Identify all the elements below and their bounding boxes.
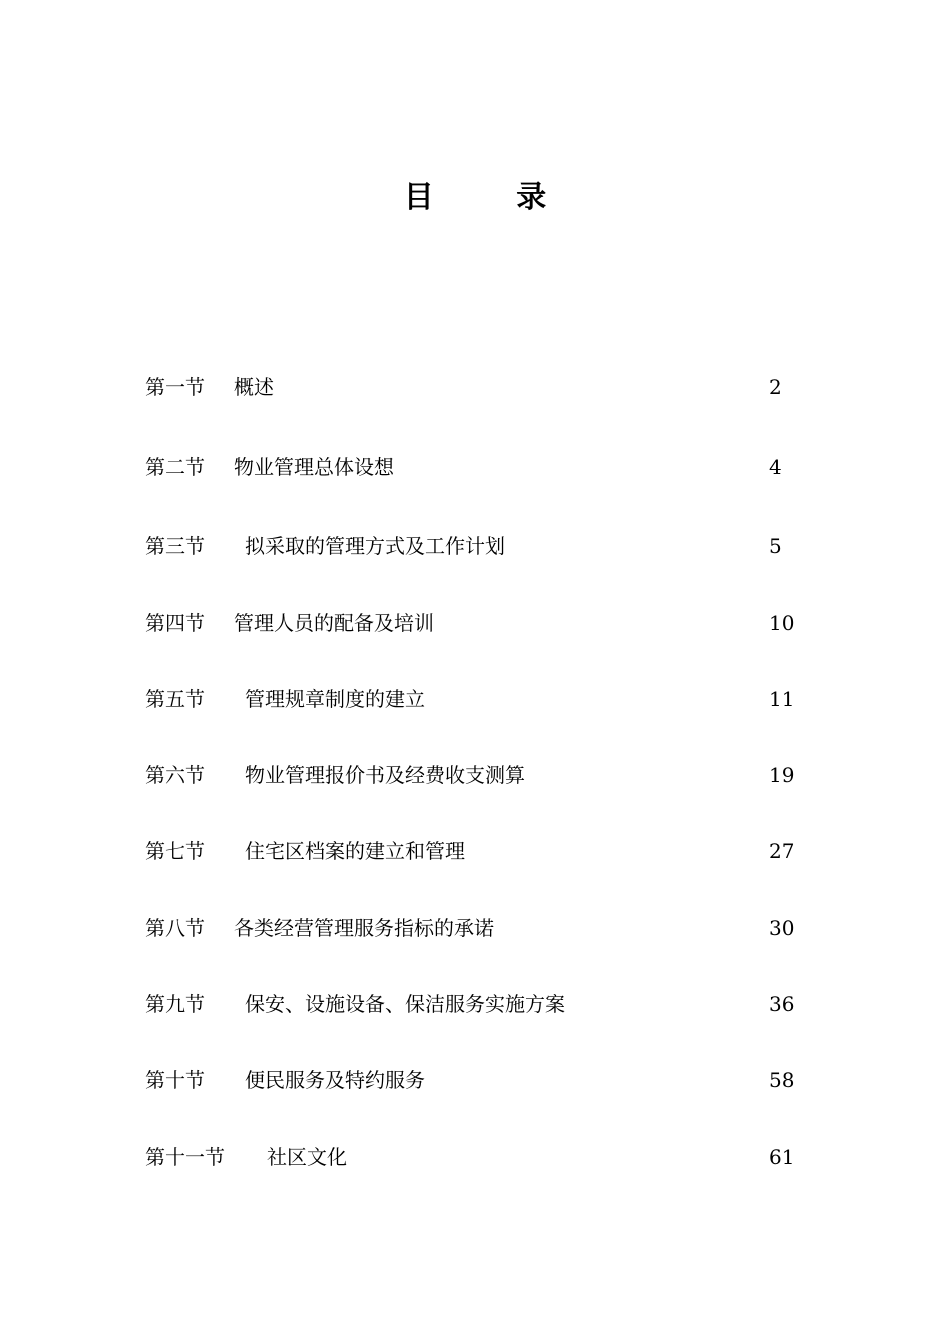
toc-section-title: 住宅区档案的建立和管理 bbox=[245, 839, 465, 863]
toc-section-title: 管理规章制度的建立 bbox=[245, 687, 425, 711]
toc-section-title: 物业管理报价书及经费收支测算 bbox=[245, 763, 525, 787]
toc-page-number: 5 bbox=[769, 534, 782, 558]
toc-entry[interactable] bbox=[145, 1142, 795, 1172]
toc-page-number: 36 bbox=[769, 992, 795, 1016]
toc-section-number: 第一节 bbox=[145, 375, 205, 399]
toc-entry[interactable] bbox=[145, 913, 795, 943]
toc-section-title: 拟采取的管理方式及工作计划 bbox=[245, 534, 505, 558]
toc-entry[interactable] bbox=[145, 608, 795, 638]
toc-entry[interactable] bbox=[145, 452, 795, 482]
toc-page-number: 2 bbox=[769, 375, 782, 399]
toc-section-number: 第四节 bbox=[145, 611, 205, 635]
page-title: 目 录 bbox=[403, 180, 583, 215]
toc-entry[interactable] bbox=[145, 836, 795, 866]
toc-section-number: 第七节 bbox=[145, 839, 205, 863]
toc-section-title: 保安、设施设备、保洁服务实施方案 bbox=[245, 992, 565, 1016]
toc-page-number: 19 bbox=[769, 763, 795, 787]
toc-page-number: 4 bbox=[769, 455, 782, 479]
toc-section-number: 第三节 bbox=[145, 534, 205, 558]
toc-section-number: 第十节 bbox=[145, 1068, 205, 1092]
toc-entry[interactable] bbox=[145, 372, 795, 402]
toc-section-number: 第九节 bbox=[145, 992, 205, 1016]
toc-page-number: 10 bbox=[769, 611, 795, 635]
toc-page-number: 11 bbox=[769, 687, 795, 711]
toc-page-number: 58 bbox=[769, 1068, 795, 1092]
toc-section-title: 各类经营管理服务指标的承诺 bbox=[234, 916, 494, 940]
toc-section-title: 物业管理总体设想 bbox=[234, 455, 394, 479]
toc-section-title: 管理人员的配备及培训 bbox=[234, 611, 434, 635]
toc-section-number: 第八节 bbox=[145, 916, 205, 940]
toc-section-number: 第二节 bbox=[145, 455, 205, 479]
toc-section-title: 概述 bbox=[234, 375, 274, 399]
toc-page-number: 27 bbox=[769, 839, 795, 863]
toc-page-number: 61 bbox=[769, 1145, 795, 1169]
toc-section-number: 第五节 bbox=[145, 687, 205, 711]
toc-section-number: 第十一节 bbox=[145, 1145, 225, 1169]
toc-entry[interactable] bbox=[145, 1065, 795, 1095]
toc-entry[interactable] bbox=[145, 531, 795, 561]
toc-section-title: 便民服务及特约服务 bbox=[245, 1068, 425, 1092]
toc-section-title: 社区文化 bbox=[267, 1145, 347, 1169]
toc-section-number: 第六节 bbox=[145, 763, 205, 787]
toc-entry[interactable] bbox=[145, 684, 795, 714]
toc-page-number: 30 bbox=[769, 916, 795, 940]
toc-entry[interactable] bbox=[145, 989, 795, 1019]
toc-entry[interactable] bbox=[145, 760, 795, 790]
